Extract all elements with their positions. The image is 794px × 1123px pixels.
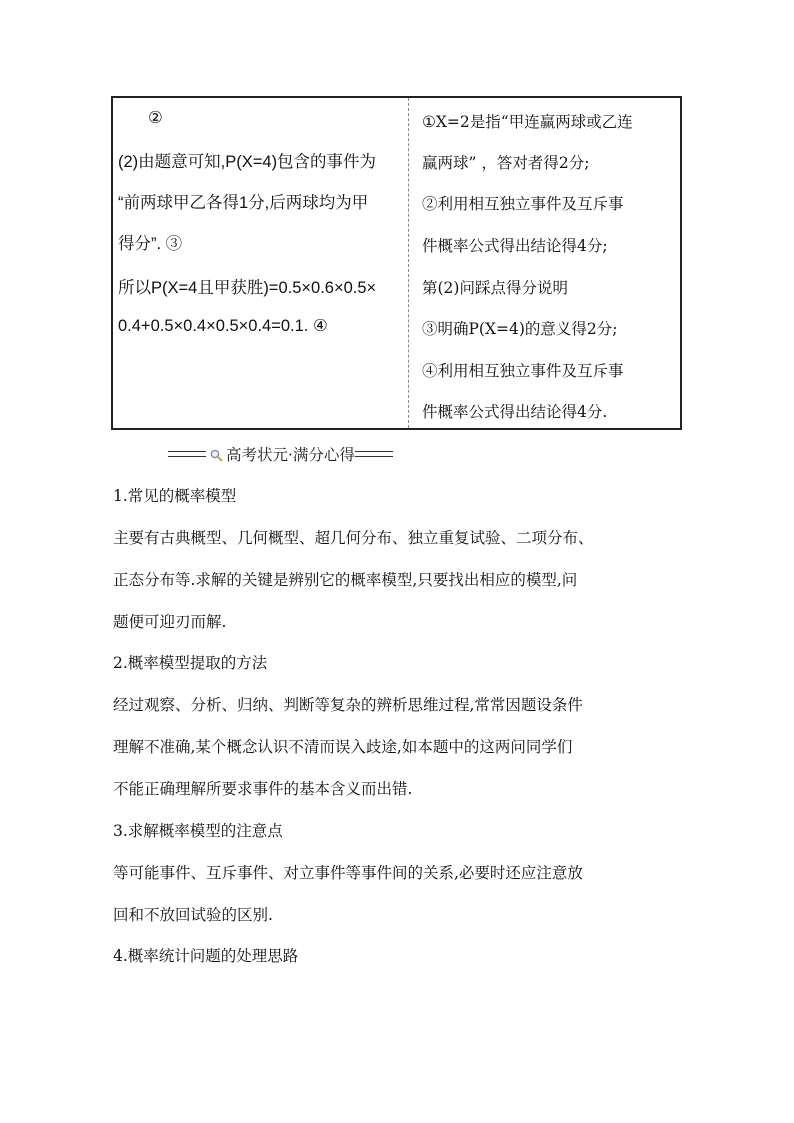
solution-line: ② bbox=[148, 109, 163, 127]
paragraph-line: 经过观察、分析、归纳、判断等复杂的辨析思维过程,常常因题设条件 bbox=[113, 696, 583, 714]
paragraph-line: 等可能事件、互斥事件、对立事件等事件间的关系,必要时还应注意放 bbox=[113, 864, 583, 882]
scoring-note: 件概率公式得出结论得4分; bbox=[422, 237, 608, 255]
scoring-note: ③明确P(X=4)的意义得2分; bbox=[422, 320, 618, 338]
solution-line: (2)由题意可知,P(X=4)包含的事件为 bbox=[118, 153, 377, 171]
solution-line: 所以P(X=4且甲获胜)=0.5×0.6×0.5× bbox=[118, 279, 377, 297]
scoring-note: 件概率公式得出结论得4分. bbox=[422, 403, 608, 421]
solution-line: “前两球甲乙各得1分,后两球均为甲 bbox=[118, 194, 369, 212]
scoring-note: 第(2)问踩点得分说明 bbox=[422, 279, 568, 297]
magnifier-icon bbox=[210, 448, 223, 461]
section-heading: 3.求解概率模型的注意点 bbox=[113, 822, 283, 840]
section-heading: 4.概率统计问题的处理思路 bbox=[113, 947, 299, 965]
banner-rule-left bbox=[168, 451, 206, 457]
paragraph-line: 主要有古典概型、几何概型、超几何分布、独立重复试验、二项分布、 bbox=[113, 529, 594, 547]
section-heading: 2.概率模型提取的方法 bbox=[113, 654, 268, 672]
solution-line: 得分”. ③ bbox=[118, 235, 183, 253]
paragraph-line: 理解不准确,某个概念认识不清而误入歧途,如本题中的这两问同学们 bbox=[113, 738, 573, 756]
paragraph-line: 正态分布等.求解的关键是辨别它的概率模型,只要找出相应的模型,问 bbox=[113, 571, 578, 589]
scoring-note: ④利用相互独立事件及互斥事 bbox=[422, 362, 624, 380]
banner-title: 高考状元·满分心得 bbox=[226, 446, 355, 464]
scoring-note: ②利用相互独立事件及互斥事 bbox=[422, 195, 624, 213]
scoring-note: ①X=2是指“甲连赢两球或乙连 bbox=[422, 113, 633, 131]
section-banner bbox=[168, 443, 393, 465]
paragraph-line: 回和不放回试验的区别. bbox=[113, 906, 273, 924]
banner-rule-right bbox=[355, 451, 393, 457]
paragraph-line: 题便可迎刃而解. bbox=[113, 613, 227, 631]
section-heading: 1.常见的概率模型 bbox=[113, 487, 237, 505]
solution-line: 0.4+0.5×0.4×0.5×0.4=0.1. ④ bbox=[118, 317, 328, 335]
paragraph-line: 不能正确理解所要求事件的基本含义而出错. bbox=[113, 780, 413, 798]
column-divider bbox=[408, 98, 409, 428]
scoring-note: 赢两球” ，答对者得2分; bbox=[422, 154, 590, 172]
scoring-table bbox=[111, 96, 682, 430]
